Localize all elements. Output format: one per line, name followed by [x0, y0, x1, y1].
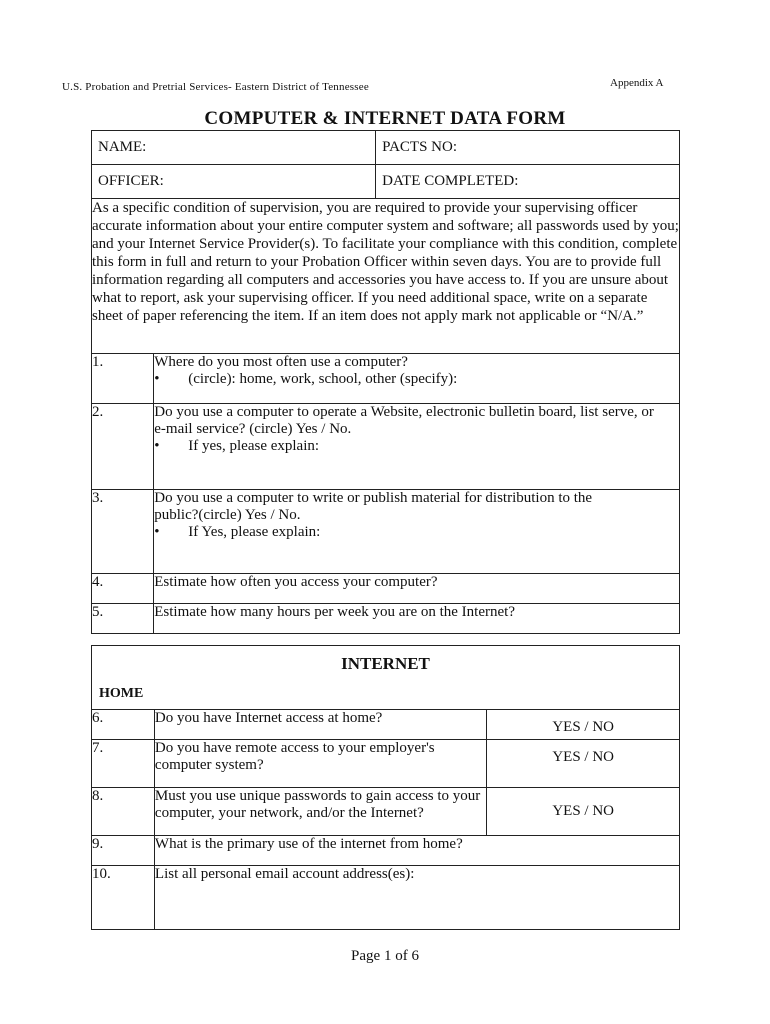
question-number: 9.	[92, 835, 155, 865]
question-text: Must you use unique passwords to gain access to your computer, your network, and/or the Internet?	[154, 787, 486, 835]
question-number: 1.	[92, 354, 154, 404]
internet-row-9[interactable]	[92, 835, 680, 865]
yes-no-answer[interactable]: YES / NO	[487, 709, 680, 739]
bullet: •	[154, 371, 160, 387]
pacts-label: PACTS NO:	[382, 139, 458, 155]
home-subheading: HOME	[92, 680, 680, 709]
bullet: •	[154, 524, 160, 540]
question-number: 3.	[92, 490, 154, 574]
question-number: 8.	[92, 787, 155, 835]
question-row-2[interactable]	[92, 404, 680, 490]
header-appendix: Appendix A	[610, 77, 664, 89]
date-label: DATE COMPLETED:	[382, 173, 519, 189]
internet-section-title: INTERNET	[92, 646, 680, 681]
question-row-3[interactable]	[92, 490, 680, 574]
header-district: U.S. Probation and Pretrial Services- Eastern District of Tennessee	[62, 81, 369, 93]
question-text: What is the primary use of the internet from home?	[154, 835, 679, 865]
question-text: Do you have remote access to your employer's computer system?	[154, 739, 486, 787]
internet-table	[91, 645, 680, 930]
officer-label: OFFICER:	[98, 173, 164, 189]
question-sub: If yes, please explain:	[188, 438, 320, 454]
internet-row-10[interactable]	[92, 865, 680, 929]
date-field[interactable]	[376, 165, 680, 199]
form-title: COMPUTER & INTERNET DATA FORM	[204, 108, 566, 129]
yes-no-answer[interactable]: YES / NO	[487, 739, 680, 787]
bullet: •	[154, 438, 160, 454]
internet-row-7[interactable]	[92, 739, 680, 787]
question-text: Do you use a computer to write or publish material for distribution to the public?(circle) Yes / No.	[154, 490, 593, 523]
question-number: 4.	[92, 574, 154, 604]
question-number: 2.	[92, 404, 154, 490]
question-number: 5.	[92, 604, 154, 634]
question-text: List all personal email account address(es):	[154, 865, 679, 929]
question-text: Estimate how often you access your computer?	[154, 574, 680, 604]
question-sub: If Yes, please explain:	[188, 524, 321, 540]
question-text: Do you have Internet access at home?	[154, 709, 486, 739]
officer-field[interactable]	[92, 165, 376, 199]
internet-row-8[interactable]	[92, 787, 680, 835]
question-text: Do you use a computer to operate a Website, electronic bulletin board, list serve, or e-mail service? (circle) Yes / No.	[154, 404, 654, 437]
question-number: 7.	[92, 739, 155, 787]
instructions-paragraph: As a specific condition of supervision, you are required to provide your supervising officer accurate information about your entire computer system and software; all passwords used by you; and your Internet Service Provider(s). To facilitate your compliance with this condition, complete this form in full and return to your Probation Officer within seven days. You are to provide full information regarding all computers and accessories you have access to. If you are unsure about what to report, ask your supervising officer. If you need additional space, write on a separate sheet of paper referencing the item. If an item does not apply mark not applicable or “N/A.”	[92, 199, 680, 354]
question-text: Estimate how many hours per week you are on the Internet?	[154, 604, 680, 634]
name-label: NAME:	[98, 139, 147, 155]
pacts-field[interactable]	[376, 131, 680, 165]
form-main-table	[91, 130, 680, 634]
question-sub: (circle): home, work, school, other (specify):	[188, 371, 458, 387]
internet-row-6[interactable]	[92, 709, 680, 739]
name-field[interactable]	[92, 131, 376, 165]
question-row-5[interactable]	[92, 604, 680, 634]
question-text: Where do you most often use a computer?	[154, 354, 408, 370]
question-number: 10.	[92, 865, 155, 929]
page-number: Page 1 of 6	[351, 948, 419, 964]
question-number: 6.	[92, 709, 155, 739]
yes-no-answer[interactable]: YES / NO	[487, 787, 680, 835]
question-row-4[interactable]	[92, 574, 680, 604]
question-row-1[interactable]	[92, 354, 680, 404]
